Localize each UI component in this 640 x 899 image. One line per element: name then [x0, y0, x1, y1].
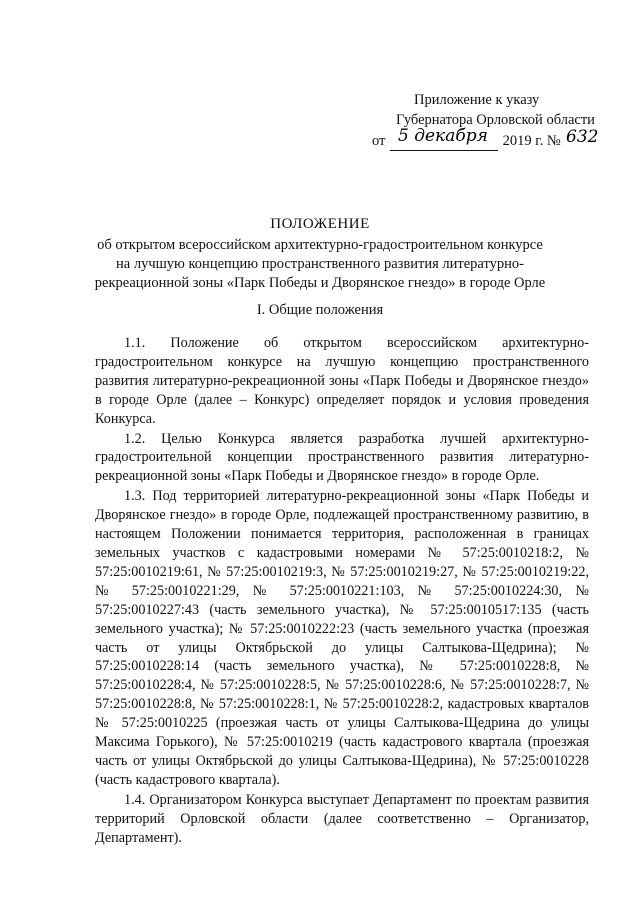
approval-line-2: Губернатора Орловской области: [396, 112, 595, 128]
title-line-2: на лучшую концепцию пространственного развития литературно-: [116, 256, 524, 272]
paragraph-1-4: 1.4. Организатором Конкурса выступает Департамент по проектам развития территорий Орловской области (далее соответственно – Организатор, Департамент).: [95, 791, 589, 846]
document-heading: ПОЛОЖЕНИЕ: [270, 216, 370, 232]
document-title-block: [90, 215, 550, 293]
year-number-label: 2019 г. №: [502, 133, 561, 149]
handwritten-number-svg: [564, 125, 610, 151]
approval-stamp-block: [372, 90, 612, 151]
section-heading: I. Общие положения: [256, 302, 384, 318]
paragraph-1-1: 1.1. Положение об открытом всероссийском архитектурно-градостроительном конкурсе на лучшую концепцию пространственного развития литературно-рекреационной зоны «Парк Победы и Дворянское гнездо» в городе Орле (далее – Конкурс) определяет порядок и условия проведения Конкурса.: [95, 335, 589, 427]
handwritten-date: [390, 126, 498, 151]
approval-line-1: Приложение к указу: [414, 92, 540, 108]
document-body: [95, 334, 589, 848]
handwritten-date-svg: [390, 124, 498, 150]
handwritten-number-text: 632: [566, 127, 599, 147]
approval-date-line: [372, 126, 612, 151]
title-line-3: рекреационной зоны «Парк Победы и Дворянское гнездо» в городе Орле: [94, 275, 546, 291]
paragraph-1-2: 1.2. Целью Конкурса является разработка лучшей архитектурно-градостроительной концепции пространственного развития литературно-рекреационной зоны «Парк Победы и Дворянское гнездо» в городе Орле.: [95, 430, 589, 485]
handwritten-date-text: 5 декабря: [398, 126, 488, 146]
from-label: от: [372, 133, 386, 149]
paragraph-1-3: 1.3. Под территорией литературно-рекреационной зоны «Парк Победы и Дворянское гнездо» в городе Орле, подлежащей пространственному развитию, в настоящем Положении понимается территория, расположенная в границах земельных участков с кадастровыми номерами № 57:25:0010218:2, № 57:25:0010219:61, № 57:25:0010219:3, № 57:25:0010219:27, № 57:25:0010219:22, № 57:25:0010221:29, № 57:25:0010221:103, № 57:25:0010224:30, № 57:25:0010227:43 (часть земельного участка), № 57:25:0010517:135 (часть земельного участка); № 57:25:0010222:23 (часть земельного участка (проезжая часть от улицы Октябрьской до улицы Салтыкова-Щедрина); № 57:25:0010228:14 (часть земельного участка), № 57:25:0010228:8, № 57:25:0010228:4, № 57:25:0010228:5, № 57:25:0010228:6, № 57:25:0010228:7, № 57:25:0010228:8, № 57:25:0010228:1, № 57:25:0010228:2, кадастровых кварталов № 57:25:0010225 (проезжая часть от улицы Салтыкова-Щедрина до улицы Максима Горького), № 57:25:0010219 (часть кадастрового квартала (проезжая часть от улицы Октябрьской до улицы Салтыкова-Щедрина), № 57:25:0010228 (часть кадастрового квартала).: [95, 488, 589, 788]
handwritten-number: [564, 127, 610, 151]
title-line-1: об открытом всероссийском архитектурно-градостроительном конкурсе: [97, 237, 543, 253]
